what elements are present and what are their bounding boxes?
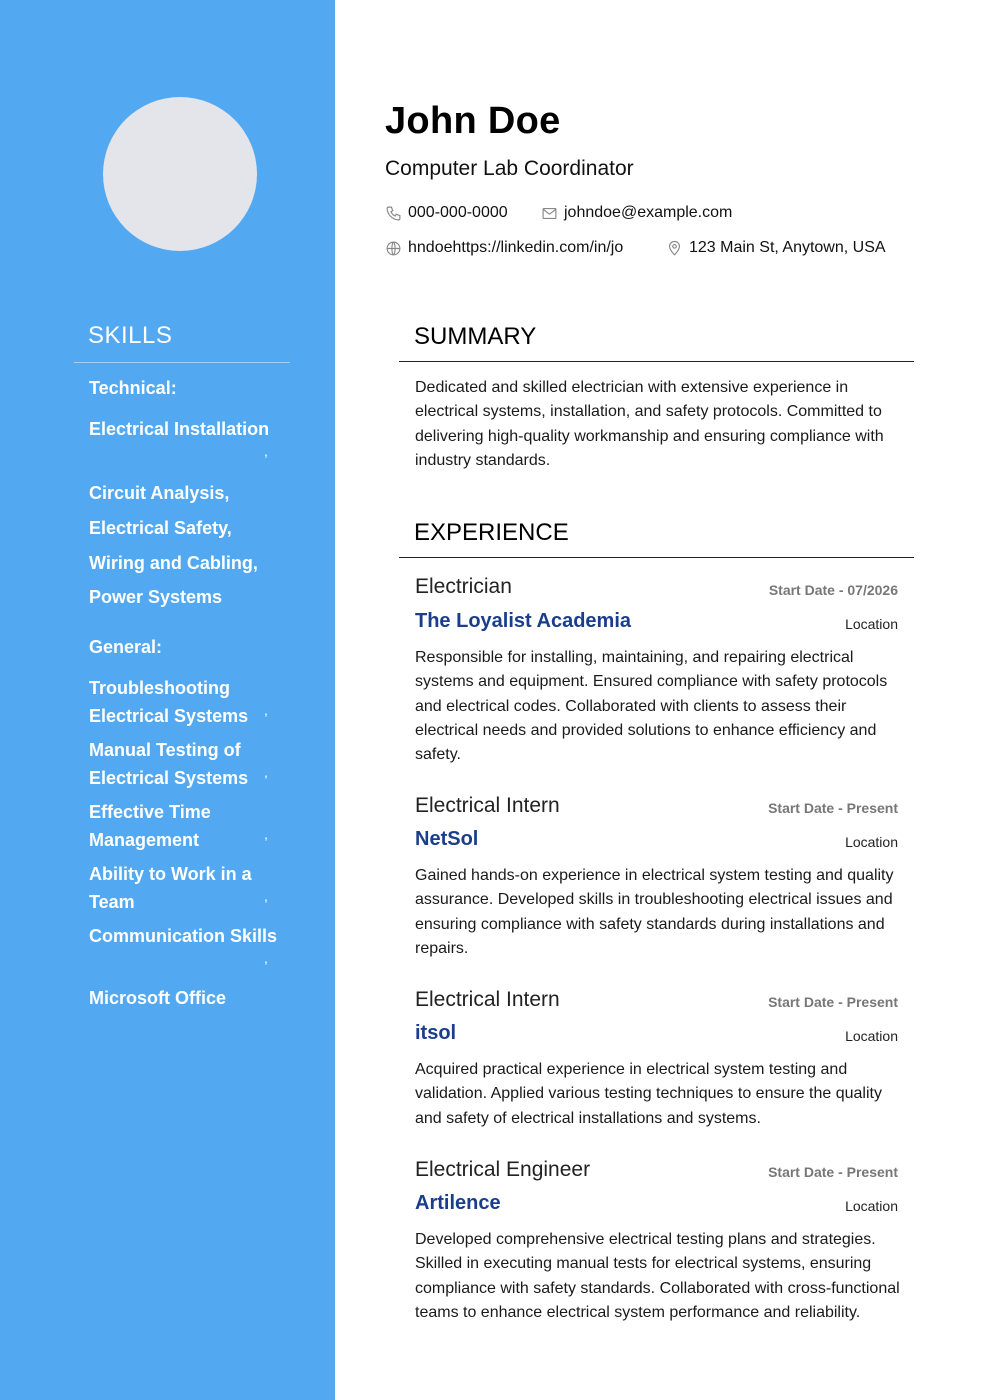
skill-item: Manual Testing of Electrical Systems xyxy=(89,740,249,788)
skill-separator: , xyxy=(264,702,268,718)
skill-separator: , xyxy=(264,888,268,904)
linkedin-contact[interactable] xyxy=(385,239,623,257)
skill-separator: , xyxy=(264,443,268,459)
job-title: Electrical Engineer xyxy=(415,1158,591,1181)
job-location: Location xyxy=(845,1028,898,1044)
job-title: Electrician xyxy=(415,575,512,598)
skills-technical-label: Technical: xyxy=(89,378,177,398)
skill-separator: , xyxy=(264,950,268,966)
company-name: NetSol xyxy=(415,828,479,850)
summary-text: Dedicated and skilled electrician with extensive experience in electrical systems, installation, and safety protocols. Committed to delivering high-quality workmanship and ensuring compliance with industry standards. xyxy=(415,379,884,469)
job-description: Gained hands-on experience in electrical system testing and quality assurance. Developed skills in troubleshooting electrical issues and ensuring compliance with safety standards during installations and repairs. xyxy=(415,867,894,957)
skill-item: Effective Time Management xyxy=(89,802,211,850)
skill-item: Microsoft Office xyxy=(89,988,227,1008)
summary-divider xyxy=(399,361,914,362)
avatar xyxy=(103,97,257,251)
skill-item: Circuit Analysis, xyxy=(89,483,230,503)
email-address: johndoe@example.com xyxy=(564,204,733,221)
job-title: Electrical Intern xyxy=(415,988,560,1011)
skills-general-label: General: xyxy=(89,637,163,657)
skill-item: Ability to Work in a Team xyxy=(89,864,252,912)
skills-heading: SKILLS xyxy=(88,322,173,349)
company-name: Artilence xyxy=(415,1192,501,1214)
job-date: Start Date - Present xyxy=(768,800,898,816)
company-name: itsol xyxy=(415,1022,457,1044)
job-location: Location xyxy=(845,616,898,632)
job-title: Electrical Intern xyxy=(415,794,560,817)
linkedin-url: hndoehttps://linkedin.com/in/jo xyxy=(408,239,624,256)
phone-contact[interactable] xyxy=(385,204,508,222)
experience-heading: EXPERIENCE xyxy=(414,519,569,546)
candidate-name: John Doe xyxy=(385,100,561,142)
experience-divider xyxy=(399,557,914,558)
skill-item: Electrical Installation xyxy=(89,419,270,439)
skill-item: Electrical Safety, xyxy=(89,518,232,538)
job-date: Start Date - 07/2026 xyxy=(768,582,898,598)
summary-heading: SUMMARY xyxy=(414,323,537,350)
job-date: Start Date - Present xyxy=(768,1164,898,1180)
mail-icon xyxy=(541,205,558,222)
skill-separator: , xyxy=(264,826,268,842)
email-contact[interactable] xyxy=(541,204,732,222)
job-location: Location xyxy=(845,834,898,850)
skill-item: Troubleshooting Electrical Systems xyxy=(89,678,249,726)
company-name: The Loyalist Academia xyxy=(415,610,631,632)
street-address: 123 Main St, Anytown, USA xyxy=(689,239,886,256)
job-description: Acquired practical experience in electrical system testing and validation. Applied various testing techniques to ensure the quality and safety of electrical installations and systems. xyxy=(415,1061,882,1127)
main-content xyxy=(335,0,989,1400)
job-description: Developed comprehensive electrical testing plans and strategies. Skilled in executing manual tests for electrical systems, ensuring compliance with safety standards. Collaborated with cross-functional teams to enhance electrical system performance and reliability. xyxy=(415,1231,900,1321)
job-description: Responsible for installing, maintaining, and repairing electrical systems and equipment. Ensured compliance with safety protocols and electrical codes. Collaborated with clients to assess their electrical needs and provided solutions to enhance efficiency and safety. xyxy=(415,649,888,764)
globe-icon xyxy=(385,240,402,257)
job-location: Location xyxy=(845,1198,898,1214)
skills-divider xyxy=(74,362,290,363)
location-pin-icon xyxy=(666,240,683,257)
job-role: Computer Lab Coordinator xyxy=(385,157,634,180)
skill-separator: , xyxy=(264,764,268,780)
job-date: Start Date - Present xyxy=(768,994,898,1010)
skill-item: Wiring and Cabling, xyxy=(89,553,258,573)
skill-item: Power Systems xyxy=(89,587,223,607)
skill-item: Communication Skills xyxy=(89,926,278,946)
phone-icon xyxy=(385,205,402,222)
address-contact xyxy=(666,239,886,257)
sidebar xyxy=(0,0,335,1400)
phone-number: 000-000-0000 xyxy=(408,204,508,221)
